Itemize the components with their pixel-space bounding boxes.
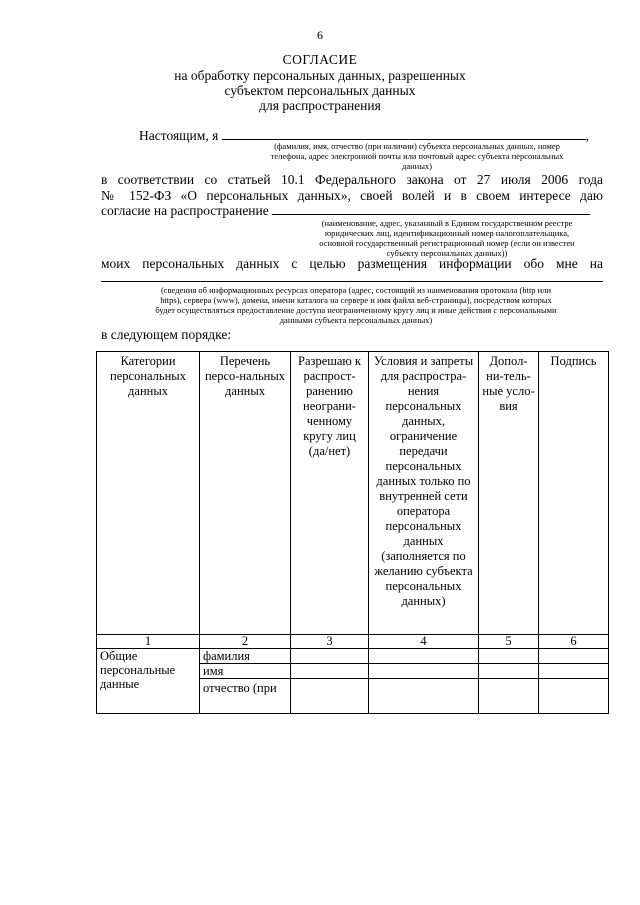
note-operator [282,218,612,258]
additional-cell[interactable] [479,664,539,679]
signature-cell[interactable] [539,664,609,679]
document-title: СОГЛАСИЕ [282,52,358,67]
signature-cell[interactable] [539,649,609,664]
header-conditions: Условия и запреты для распростра-нения персональных данных, ограничение передачи персональных данных только по внутренней сети оператора персональных данных (заполняется по желанию субъекта персональных данных) [369,352,479,635]
note-line: данных) [402,161,432,171]
subtitle-line: для распространения [259,98,381,113]
permission-cell[interactable] [291,664,369,679]
body-line: в соответствии со статьей 10.1 Федерального закона от 27 июля 2006 года [101,172,603,187]
note-line: https), сервера (www), домена, имени каталога на сервере и имя файла веб-страницы), посредством которых [160,295,552,305]
body-line-with-blank [101,203,590,219]
permission-cell[interactable] [291,679,369,714]
note-line: будет осуществляться предоставление доступа неограниченному кругу лиц и иные действия с персональными [155,305,557,315]
note-line: основной государственный регистрационный номер (если он известен [319,238,575,248]
column-number: 1 [97,635,200,649]
resources-blank-field[interactable] [101,281,603,282]
column-number: 3 [291,635,369,649]
intro-prefix: Настоящим, я [139,128,219,143]
conditions-cell[interactable] [369,664,479,679]
header-list: Перечень персо-нальных данных [200,352,291,635]
note-line: (сведения об информационных ресурсах оператора (адрес, состоящий из наименования протокола (http или [160,285,552,295]
conditions-cell[interactable] [369,679,479,714]
note-line: телефона, адрес электронной почты или почтовый адрес субъекта персональных [270,151,564,161]
item-cell: отчество (при [200,679,291,714]
note-line: (фамилия, имя, отчество (при наличии) субъекта персональных данных, номер [274,141,560,151]
note-resources [96,285,616,325]
item-cell: фамилия [200,649,291,664]
body-line: № 152-ФЗ «О персональных данных», своей волей и в своем интересе даю [101,188,603,203]
column-number: 2 [200,635,291,649]
category-cell: Общие персональные данные [97,649,200,714]
page-number: 6 [317,28,323,42]
order-line: в следующем порядке: [101,327,232,342]
column-number: 5 [479,635,539,649]
conditions-cell[interactable] [369,649,479,664]
header-signature: Подпись [539,352,609,635]
note-line: юридических лиц, идентификационный номер налогоплательщика, [324,228,570,238]
subtitle-line: на обработку персональных данных, разрешенных [174,68,466,83]
note-line: (наименование, адрес, указанный в Едином государственном реестре [321,218,573,228]
body-line: согласие на распространение [101,203,269,218]
table-number-row [97,635,609,649]
table-header-row [97,352,609,635]
item-cell: имя [200,664,291,679]
subject-blank-field[interactable] [222,128,586,140]
column-number: 4 [369,635,479,649]
header-categories: Категории персональных данных [97,352,200,635]
note-line: данными субъекта персональных данных) [279,315,433,325]
purpose-line: моих персональных данных с целью размещения информации обо мне на [101,256,603,271]
permission-cell[interactable] [291,649,369,664]
subtitle-line: субъектом персональных данных [224,83,416,98]
consent-table [96,351,609,714]
additional-cell[interactable] [479,649,539,664]
operator-blank-field[interactable] [272,203,590,215]
note-subject [222,141,612,171]
header-permission: Разрешаю к распрост-ранению неограни-ченному кругу лиц (да/нет) [291,352,369,635]
additional-cell[interactable] [479,679,539,714]
header-additional: Допол-ни-тель-ные усло-вия [479,352,539,635]
column-number: 6 [539,635,609,649]
note-line: субъекту персональных данных)) [386,248,508,258]
signature-cell[interactable] [539,679,609,714]
table-row [97,649,609,664]
document-subtitle [0,68,640,113]
intro-suffix: , [585,128,590,143]
